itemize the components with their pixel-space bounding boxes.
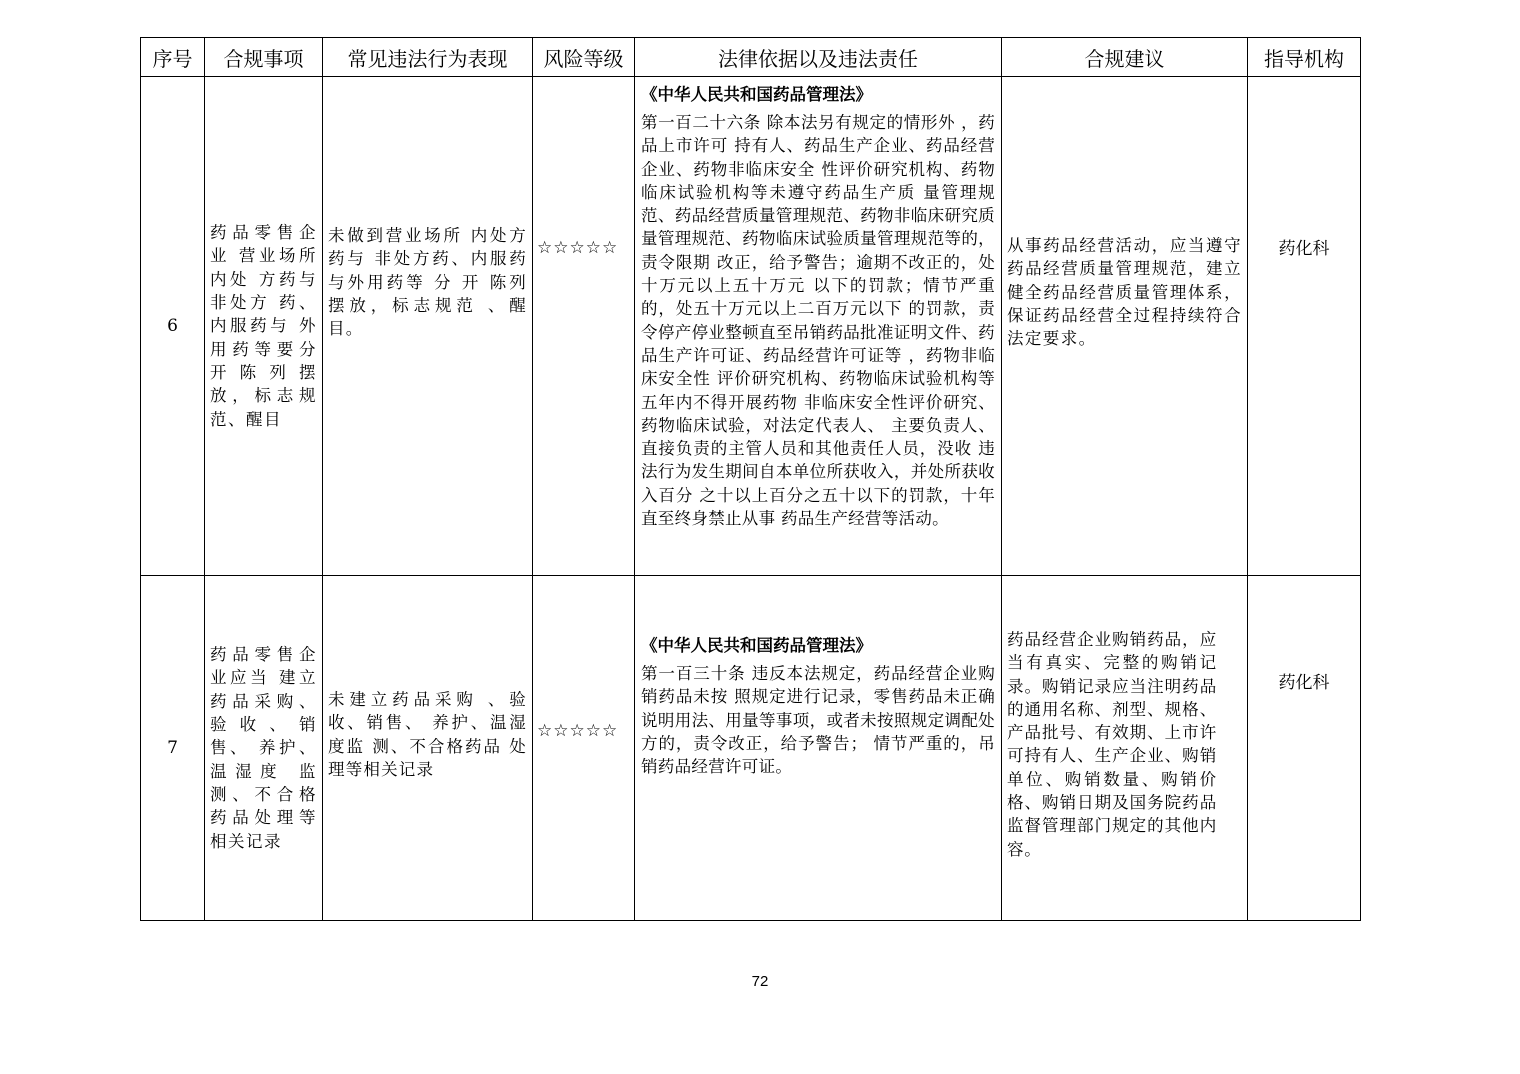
row-item-cell xyxy=(205,77,323,576)
header-law: 法律依据以及违法责任 xyxy=(635,38,1002,77)
row-risk-cell xyxy=(533,576,635,921)
row-risk-cell xyxy=(533,77,635,576)
header-item: 合规事项 xyxy=(205,38,323,77)
risk-stars: ☆☆☆☆☆ xyxy=(537,721,619,741)
row-item: 药品零售企业 营业场所内处 方药与非处方 药、内服药与 外用药等要分 开 陈 列 摆 放，标志规 范、醒目 xyxy=(210,223,317,429)
header-seq: 序号 xyxy=(141,38,205,77)
row-advice-cell xyxy=(1002,77,1248,576)
compliance-table xyxy=(140,37,1361,921)
row-law-cell xyxy=(635,576,1002,921)
law-text: 第一百二十六条 除本法另有规定的情形外 ，药品上市许可 持有人、药品生产企业、药品经营企业、药物非临床安全 性评价研究机构、药物临床试验机构等未遵守药品生产质 量管理规范、药品经营质量管理规范、药物非临床研究质 量管理规范、药物临床试验质量管理规范等的，责令限期 改正，给予警告；逾期不改正的，处十万元以上五十万元 以下的罚款；情节严重的，处五十万元以上二百万元以下 的罚款，责令停产停业整顿直至吊销药品批准证明文件、药品生产许可证、药品经营许可证等 ，药物非临床安全性 评价研究机构、药物临床试验机构等五年内不得开展药物 非临床安全性评价研究、药物临床试验，对法定代表人、 主要负责人、直接负责的主管人员和其他责任人员，没收 违法行为发生期间自本单位所获收入，并处所获收入百分 之十以上百分之五十以下的罚款，十年直至终身禁止从事 药品生产经营等活动。 xyxy=(641,113,995,529)
row-advice-cell xyxy=(1002,576,1248,921)
row-seq: 7 xyxy=(141,576,205,921)
table-row xyxy=(141,576,1361,921)
header-behavior: 常见违法行为表现 xyxy=(323,38,533,77)
table-row xyxy=(141,77,1361,576)
header-row xyxy=(141,38,1361,77)
header-advice: 合规建议 xyxy=(1002,38,1248,77)
row-law-cell xyxy=(635,77,1002,576)
law-title: 《中华人民共和国药品管理法》 xyxy=(641,85,872,104)
row-agency-cell xyxy=(1248,77,1361,576)
law-title: 《中华人民共和国药品管理法》 xyxy=(641,636,872,655)
row-behavior-cell xyxy=(323,576,533,921)
row-agency-cell xyxy=(1248,576,1361,921)
row-agency: 药化科 xyxy=(1278,673,1330,693)
row-item: 药品零售企业应当 建立药品采购、 验收、销售、 养护、温湿度 监测、不合格 药品处理等相关记录 xyxy=(210,645,317,851)
row-behavior: 未建立药品采购 、验收、销售、 养护、温湿度监 测、不合格药品 处理等相关记录 xyxy=(328,690,527,779)
header-risk: 风险等级 xyxy=(533,38,635,77)
header-agency: 指导机构 xyxy=(1248,38,1361,77)
law-text: 第一百三十条 违反本法规定，药品经营企业购销药品未按 照规定进行记录，零售药品未正确说明用法、用量等事项，或者未按照规定调配处方的，责令改正，给予警告； 情节严重的，吊销药品经营许可证。 xyxy=(641,664,995,777)
risk-stars: ☆☆☆☆☆ xyxy=(537,238,619,258)
row-advice: 药品经营企业购销药品，应当有真实、完整的购销记录。购销记录应当注明药品的通用名称、剂型、规格、产品批号、有效期、上市许可持有人、生产企业、购销单位、购销数量、购销价格、购销日期及国务院药品监督管理部门规定的其他内容。 xyxy=(1007,630,1217,859)
row-seq: 6 xyxy=(141,77,205,576)
page-number: 72 xyxy=(751,973,769,990)
row-advice: 从事药品经营活动，应当遵守药品经营质量管理规范，建立健全药品经营质量管理体系，保证药品经营全过程持续符合法定要求。 xyxy=(1007,236,1242,349)
row-behavior-cell xyxy=(323,77,533,576)
row-item-cell xyxy=(205,576,323,921)
row-agency: 药化科 xyxy=(1278,239,1330,259)
row-behavior: 未做到营业场所 内处方药与 非处方药、内服药与外用药等 分 开 陈列 摆放，标志规范 、醒目。 xyxy=(328,226,527,339)
